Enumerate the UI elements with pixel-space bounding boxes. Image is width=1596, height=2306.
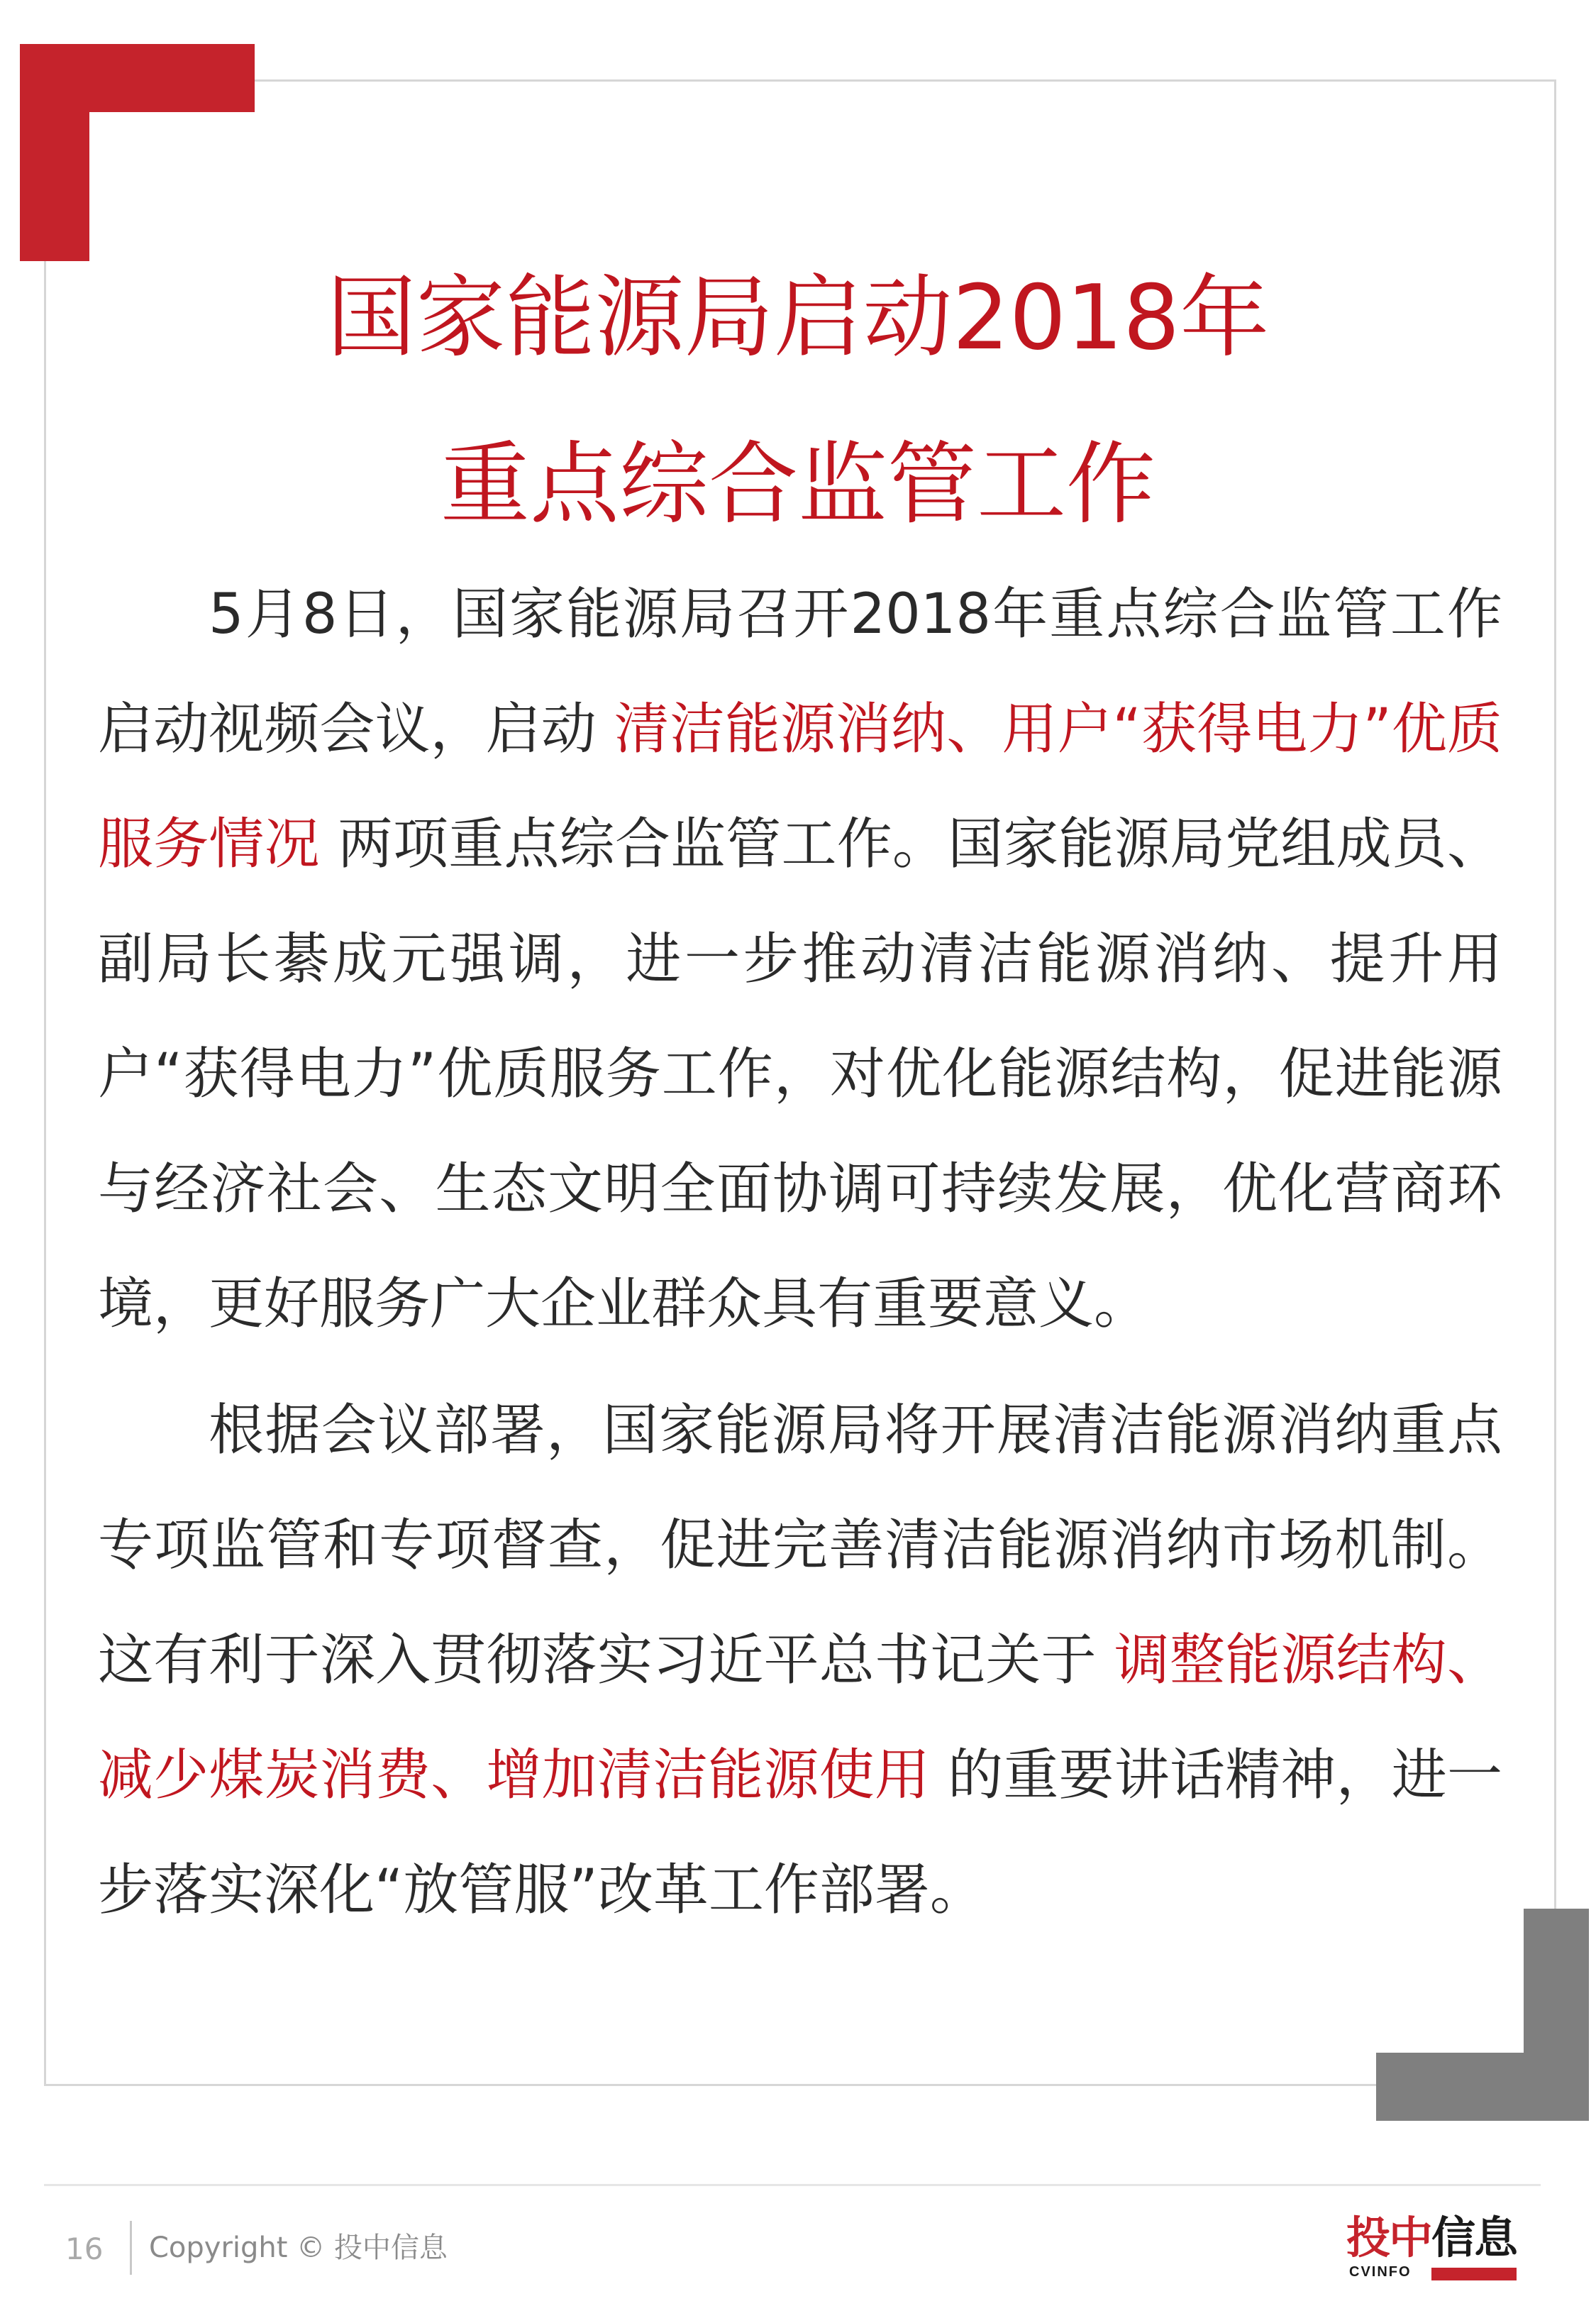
- article-body: [98, 557, 1502, 1948]
- paragraph-2: [98, 1373, 1502, 1948]
- paragraph-1: [98, 557, 1502, 1362]
- paragraph-1-text-b: 两项重点综合监管工作。国家能源局党组成员、副局长綦成元强调，进一步推动清洁能源消纳、提升用户“获得电力”优质服务工作，对优化能源结构，促进能源与经济社会、生态文明全面协调可持续发展，优化营商环境，更好服务广大企业群众具有重要意义。: [98, 812, 1502, 1336]
- paragraph-2-highlight: 调整能源结构、减少煤炭消费、增加清洁能源使用: [98, 1628, 1502, 1807]
- footer-separator: [130, 2221, 132, 2275]
- page-title: [99, 234, 1497, 568]
- corner-decoration-bottom-right-vertical: [1524, 1909, 1589, 2121]
- paragraph-2-text-a: 根据会议部署，国家能源局将开展清洁能源消纳重点专项监管和专项督查，促进完善清洁能源消纳市场机制。这有利于深入贯彻落实习近平总书记关于: [98, 1399, 1502, 1692]
- paragraph-1-text-a: 5月8日，国家能源局召开2018年重点综合监管工作启动视频会议，启动: [98, 583, 1502, 761]
- paragraph-2-text-b: 的重要讲话精神，进一步落实深化“放管服”改革工作部署。: [98, 1743, 1502, 1922]
- logo-subtitle: CVINFO: [1349, 2264, 1412, 2280]
- logo-name-part-2: 信息: [1431, 2212, 1517, 2263]
- logo-accent-bar: [1431, 2268, 1517, 2280]
- corner-decoration-top-left-vertical: [20, 44, 89, 261]
- copyright-text: Copyright © 投中信息: [149, 2231, 448, 2264]
- footer-divider: [44, 2184, 1541, 2186]
- title-line-1: 国家能源局启动2018年: [326, 265, 1270, 370]
- page-number: 16: [65, 2231, 104, 2266]
- logo-wordmark: [1346, 2212, 1517, 2263]
- logo-name-part-1: 投中: [1346, 2212, 1432, 2263]
- cvinfo-logo: [1346, 2212, 1517, 2288]
- title-line-2: 重点综合监管工作: [440, 432, 1156, 536]
- paragraph-1-highlight: 清洁能源消纳、用户“获得电力”优质服务情况: [98, 697, 1502, 876]
